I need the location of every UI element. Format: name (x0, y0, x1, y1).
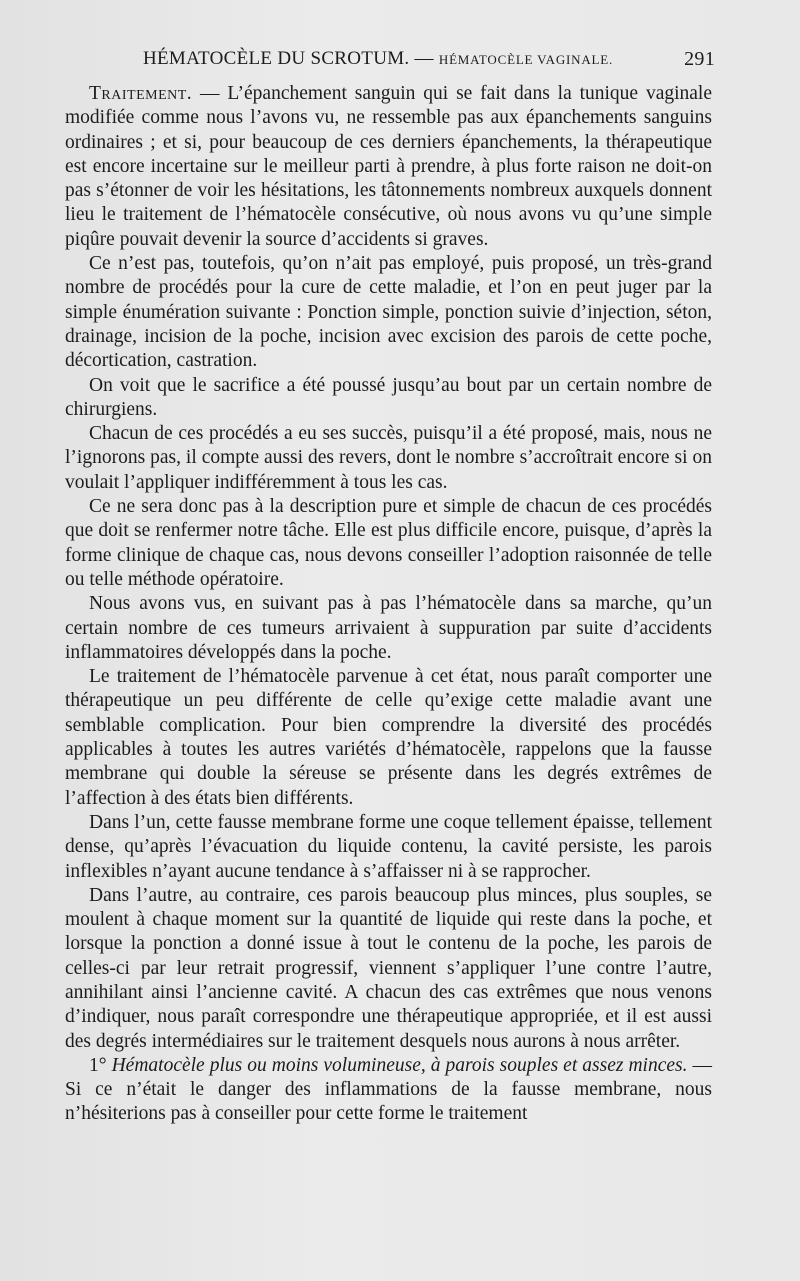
page-number: 291 (684, 48, 715, 70)
paragraph: On voit que le sacrifice a été poussé jusqu’au bout par un certain nombre de chirurgiens. (65, 374, 712, 420)
paragraph: Ce ne sera donc pas à la description pure et simple de chacun de ces procédés que doit se renfermer notre tâche. Elle est plus difficile encore, puisque, d’après la forme clinique de chaque cas, nous devons conseiller l’adoption raisonnée de telle ou telle méthode opératoire. (65, 496, 712, 590)
paragraph: Nous avons vus, en suivant pas à pas l’hématocèle dans sa marche, qu’un certain nombre de ces tumeurs arrivaient à suppuration par suite d’accidents inflammatoires développés dans la poche. (65, 593, 712, 663)
paragraph: Dans l’un, cette fausse membrane forme une coque tellement épaisse, tellement dense, qu’après l’évacuation du liquide contenu, la cavité persiste, les parois inflexibles n’ayant aucune tendance à s’affaisser ni à se rapprocher. (65, 811, 712, 882)
paragraph: Traitement. — L’épanchement sanguin qui se fait dans la tunique vaginale modifiée comme nous l’avons vu, ne ressemble pas aux épanchements sanguins ordinaires ; et si, pour beaucoup de ces derniers épanchements, la thérapeutique est encore incertaine sur le meilleur parti à prendre, à plus forte raison ne doit-on pas s’étonner de voir les hésitations, les tâtonnements nombreux auxquels donnent lieu le traitement de l’hématocèle consécutive, où nous avons vu qu’une simple piqûre pouvait devenir la source d’accidents si graves. (65, 83, 712, 250)
paragraph: Ce n’est pas, toutefois, qu’on n’ait pas employé, puis proposé, un très-grand nombre de procédés pour la cure de cette maladie, et l’on en peut juger par la simple énumération suivante : Ponction simple, ponction suivie d’injection, séton, drainage, incision de la poche, incision avec excision des parois de cette poche, décortication, castration. (65, 253, 712, 372)
paragraph: 1° Hématocèle plus ou moins volumineuse, à parois souples et assez minces. — Si ce n’était le danger des inflammations de la fausse membrane, nous n’hésiterions pas à conseiller pour cette forme le traitement (65, 1054, 713, 1125)
item-number: 1° (89, 1054, 107, 1076)
section-heading: Hématocèle plus ou moins volumineuse, à parois souples et assez minces. (106, 1054, 688, 1076)
running-header (65, 44, 715, 76)
paragraph: Le traitement de l’hématocèle parvenue à cet état, nous paraît comporter une thérapeutique un peu différente de celle qu’exige cette maladie avant une semblable complication. Pour bien comprendre la diversité des procédés applicables à toutes les autres variétés d’hématocèle, rappelons que la fausse membrane qui double la séreuse se présente dans les degrés extrêmes de l’affection à des états bien différents. (65, 666, 712, 809)
running-subtitle: HÉMATOCÈLE VAGINALE. (438, 52, 614, 67)
body-text (65, 82, 712, 1127)
paragraph: Chacun de ces procédés a eu ses succès, puisqu’il a été proposé, mais, nous ne l’ignorons pas, il compte aussi des revers, dont le nombre s’accroîtrait encore si on voulait l’appliquer indifféremment à tous les cas. (65, 423, 712, 493)
paragraph: Dans l’autre, au contraire, ces parois beaucoup plus minces, plus souples, se moulent à chaque moment sur la quantité de liquide qui reste dans la poche, et lorsque la ponction a donné issue à tout le contenu de la poche, les parois de celles-ci par leur retrait progressif, viennent s’appliquer l’une contre l’autre, annihilant ainsi l’ancienne cavité. A chacun des cas extrêmes que nous venons d’indiquer, nous paraît correspondre une thérapeutique appropriée, et il est aussi des degrés intermédiaires sur le traitement desquels nous aurons à nous arrêter. (65, 884, 712, 1052)
section-lead: Traitement. (89, 83, 193, 104)
running-title: HÉMATOCÈLE DU SCROTUM. — HÉMATOCÈLE VAGINALE. (143, 48, 614, 69)
